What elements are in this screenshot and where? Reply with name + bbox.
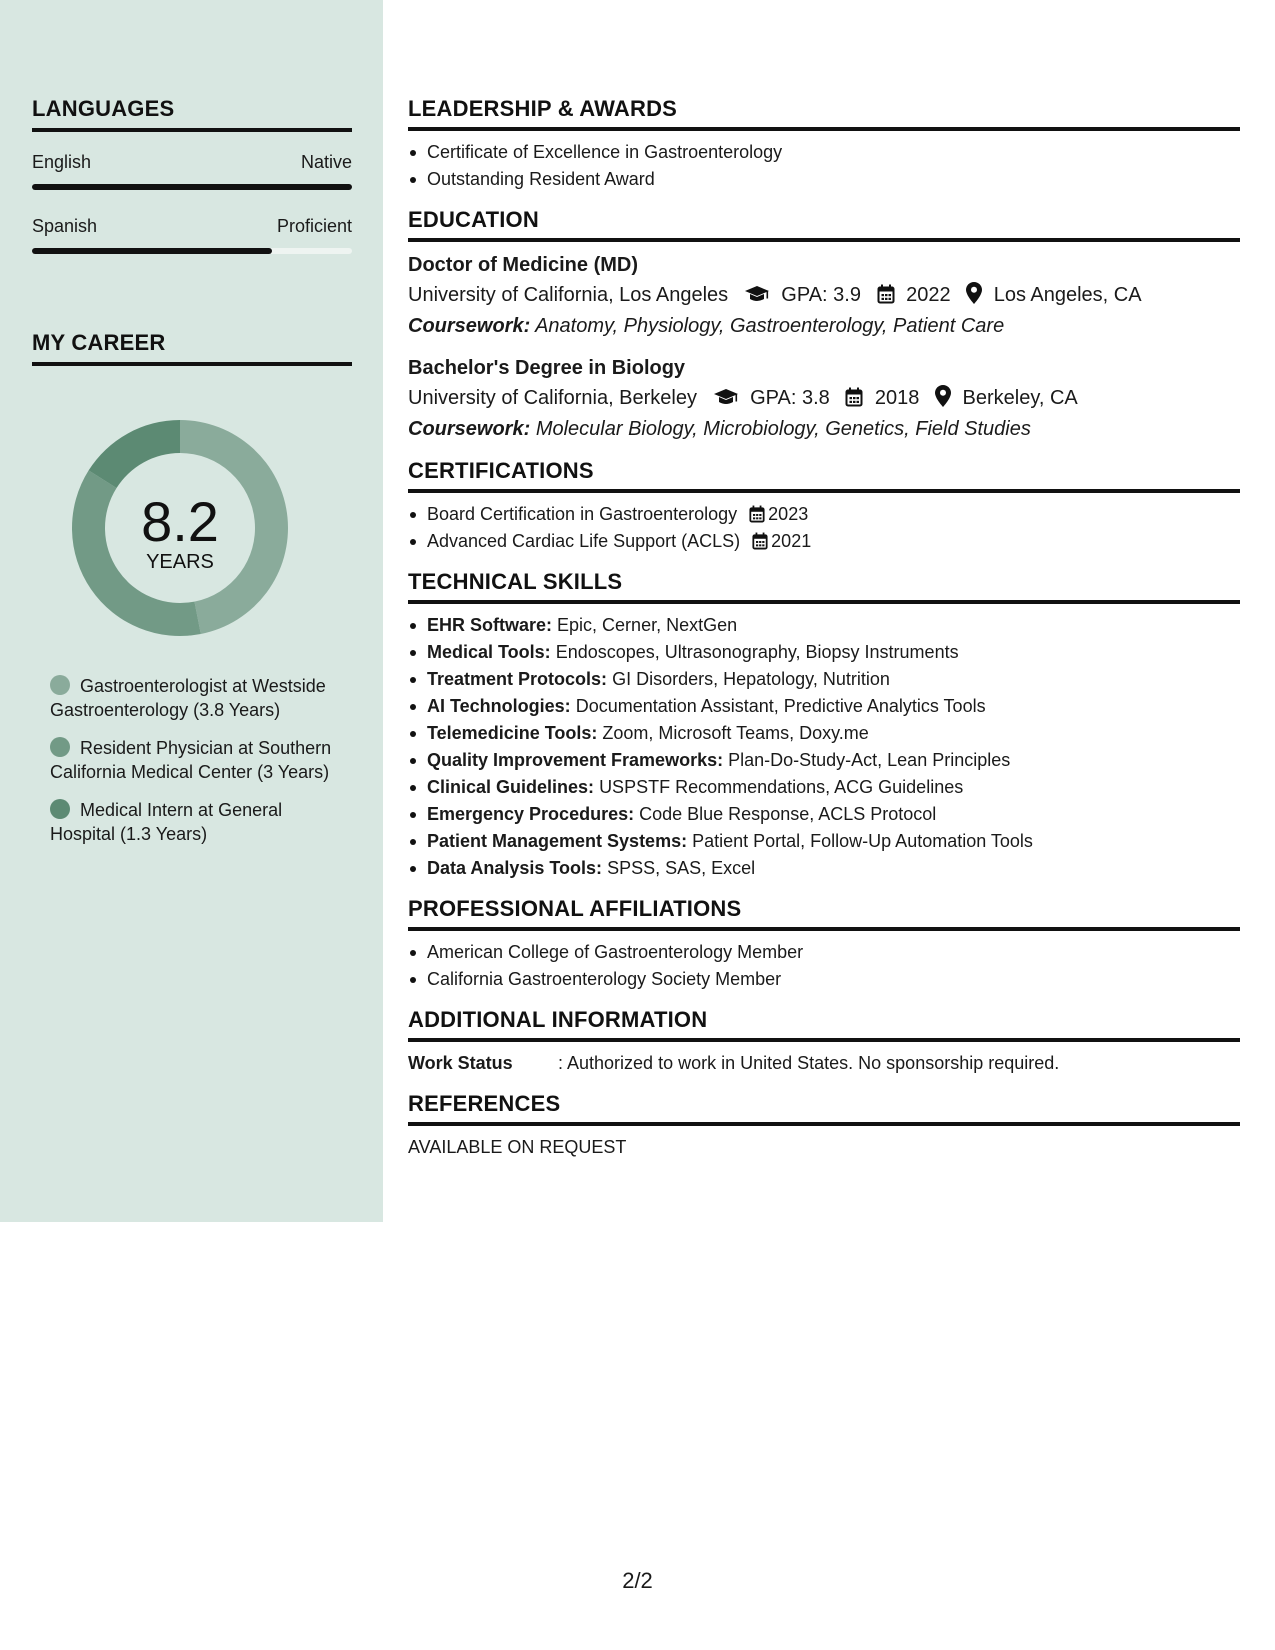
skill-value: Code Blue Response, ACLS Protocol (639, 804, 937, 824)
skill-value: Patient Portal, Follow-Up Automation Tools (692, 831, 1033, 851)
graduation-cap-icon (713, 387, 739, 407)
school-location: Los Angeles, CA (993, 284, 1142, 306)
certification-year: 2023 (768, 504, 809, 524)
career-legend-text: Medical Intern at General Hospital (1.3 Years) (50, 800, 283, 844)
certification-item (408, 528, 1240, 555)
coursework-label: Coursework: (408, 315, 531, 337)
main-content (408, 96, 1240, 1175)
section-divider (408, 127, 1240, 131)
skill-value: Endoscopes, Ultrasonography, Biopsy Instruments (555, 642, 959, 662)
legend-dot (50, 799, 70, 819)
leadership-section (408, 96, 1240, 193)
skill-item (408, 666, 1240, 693)
certification-item (408, 501, 1240, 528)
section-title: LEADERSHIP & AWARDS (408, 96, 678, 121)
technical-skills-section (408, 569, 1240, 882)
skill-item (408, 612, 1240, 639)
skill-item (408, 828, 1240, 855)
section-divider (408, 600, 1240, 604)
additional-info-section (408, 1007, 1240, 1077)
coursework (408, 311, 1240, 341)
degree-title: Bachelor's Degree in Biology (408, 357, 686, 379)
list-item: Outstanding Resident Award (408, 166, 1240, 193)
skill-value: GI Disorders, Hepatology, Nutrition (612, 669, 890, 689)
section-divider (32, 128, 352, 132)
certifications-section (408, 458, 1240, 555)
skill-value: Documentation Assistant, Predictive Analytics Tools (575, 696, 986, 716)
skill-value: USPSTF Recommendations, ACG Guidelines (599, 777, 964, 797)
skill-label: Telemedicine Tools: (427, 723, 598, 743)
coursework-label: Coursework: (408, 418, 531, 440)
skill-label: AI Technologies: (427, 696, 571, 716)
career-legend-text: Gastroenterologist at Westside Gastroenterology (3.8 Years) (50, 676, 326, 720)
list-item: American College of Gastroenterology Member (408, 939, 1240, 966)
calendar-icon (752, 532, 768, 550)
skill-item (408, 801, 1240, 828)
skill-label: Quality Improvement Frameworks: (427, 750, 724, 770)
skill-item (408, 693, 1240, 720)
school-name: University of California, Berkeley (408, 387, 697, 409)
languages-title: LANGUAGES (32, 96, 175, 121)
skill-value: SPSS, SAS, Excel (607, 858, 756, 878)
languages-section (32, 96, 352, 366)
career-legend-item (50, 798, 340, 846)
references-section (408, 1091, 1240, 1161)
skill-label: Data Analysis Tools: (427, 858, 603, 878)
skill-item (408, 720, 1240, 747)
skill-label: Treatment Protocols: (427, 669, 608, 689)
coursework-list: Anatomy, Physiology, Gastroenterology, Patient Care (535, 315, 1005, 337)
page-number: 2/2 (622, 1568, 653, 1593)
calendar-icon (749, 505, 765, 523)
skill-label: EHR Software: (427, 615, 553, 635)
sidebar (0, 0, 383, 1222)
calendar-icon (845, 387, 863, 407)
career-legend-item (50, 674, 340, 722)
gpa: GPA: 3.8 (750, 387, 830, 409)
career-legend-text: Resident Physician at Southern California Medical Center (3 Years) (50, 738, 332, 782)
work-status-label: Work Status (408, 1053, 513, 1073)
career-section (32, 330, 352, 366)
section-divider (408, 489, 1240, 493)
section-title: REFERENCES (408, 1091, 561, 1116)
calendar-icon (877, 284, 895, 304)
education-entry (408, 353, 1240, 444)
skill-value: Plan-Do-Study-Act, Lean Principles (728, 750, 1011, 770)
skill-item (408, 747, 1240, 774)
certification-year: 2021 (771, 531, 812, 551)
list-item: California Gastroenterology Society Member (408, 966, 1240, 993)
legend-dot (50, 675, 70, 695)
section-divider (408, 1122, 1240, 1126)
certification-name: Advanced Cardiac Life Support (ACLS) (427, 531, 741, 551)
career-donut-segment-3 (89, 420, 180, 488)
skill-label: Emergency Procedures: (427, 804, 635, 824)
legend-dot (50, 737, 70, 757)
skill-label: Patient Management Systems: (427, 831, 688, 851)
language-level: Native (300, 152, 352, 172)
list-item: Certificate of Excellence in Gastroenterology (408, 139, 1240, 166)
section-title: PROFESSIONAL AFFILIATIONS (408, 896, 742, 921)
skill-item (408, 639, 1240, 666)
work-status-value: : Authorized to work in United States. No sponsorship required. (558, 1053, 1060, 1073)
skill-value: Epic, Cerner, NextGen (557, 615, 738, 635)
graduation-year: 2022 (906, 284, 951, 306)
career-total-unit: YEARS (146, 551, 214, 573)
career-legend (50, 674, 340, 860)
section-title: CERTIFICATIONS (408, 458, 594, 483)
work-status-row (408, 1050, 1240, 1077)
language-level: Proficient (276, 216, 352, 236)
section-divider (408, 238, 1240, 242)
skill-label: Medical Tools: (427, 642, 551, 662)
education-details (408, 383, 1240, 414)
section-divider (408, 1038, 1240, 1042)
career-donut-chart (62, 410, 302, 650)
affiliations-section (408, 896, 1240, 993)
language-name: English (32, 152, 92, 172)
references-text: AVAILABLE ON REQUEST (408, 1137, 627, 1157)
language-proficiency-bar (32, 184, 352, 190)
location-pin-icon (966, 282, 982, 304)
career-title: MY CAREER (32, 330, 166, 355)
language-name: Spanish (32, 216, 98, 236)
section-title: TECHNICAL SKILLS (408, 569, 623, 594)
language-proficiency-fill (32, 184, 352, 190)
language-item-english (32, 152, 352, 190)
degree-title: Doctor of Medicine (MD) (408, 254, 638, 276)
section-divider (32, 362, 352, 366)
language-item-spanish (32, 216, 352, 254)
skill-item (408, 855, 1240, 882)
language-proficiency-bar (32, 248, 352, 254)
coursework-list: Molecular Biology, Microbiology, Genetics, Field Studies (535, 418, 1031, 440)
education-details (408, 280, 1240, 311)
skill-value: Zoom, Microsoft Teams, Doxy.me (602, 723, 869, 743)
section-title: EDUCATION (408, 207, 539, 232)
education-entry (408, 250, 1240, 341)
career-total-years: 8.2 (141, 490, 219, 553)
location-pin-icon (935, 385, 951, 407)
section-divider (408, 927, 1240, 931)
graduation-year: 2018 (874, 387, 920, 409)
language-proficiency-fill (32, 248, 272, 254)
certification-name: Board Certification in Gastroenterology (427, 504, 738, 524)
school-location: Berkeley, CA (962, 387, 1078, 409)
graduation-cap-icon (744, 284, 770, 304)
career-legend-item (50, 736, 340, 784)
coursework (408, 414, 1240, 444)
skill-item (408, 774, 1240, 801)
skill-label: Clinical Guidelines: (427, 777, 595, 797)
school-name: University of California, Los Angeles (408, 284, 729, 306)
education-section (408, 207, 1240, 444)
gpa: GPA: 3.9 (781, 284, 861, 306)
section-title: ADDITIONAL INFORMATION (408, 1007, 708, 1032)
